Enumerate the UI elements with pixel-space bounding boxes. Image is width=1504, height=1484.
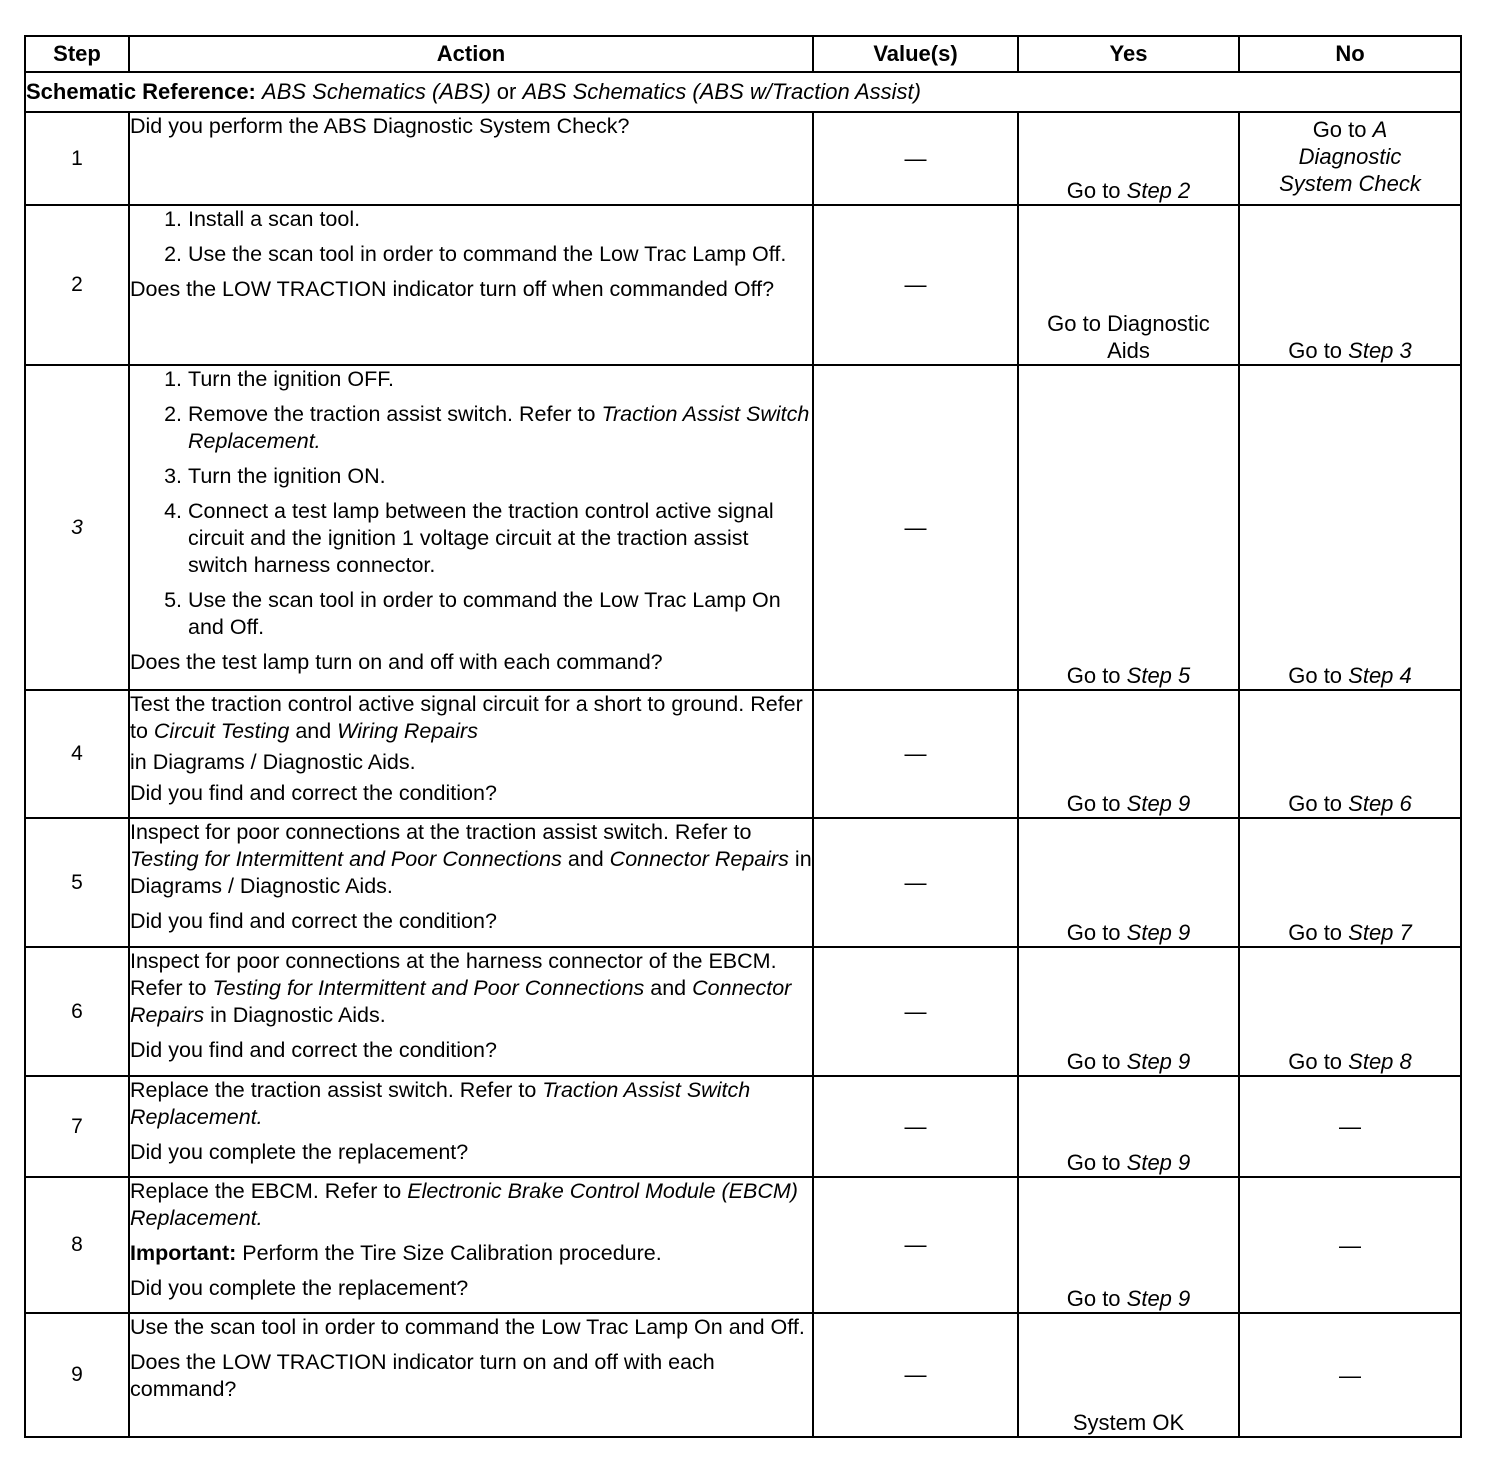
action-question: Does the test lamp turn on and off with each command?	[130, 650, 663, 674]
yes-step-link: Step 9	[1126, 1049, 1191, 1074]
no-cell: —	[1239, 1076, 1461, 1177]
action-cell	[129, 365, 813, 690]
no-cell: Go to Step 6	[1239, 690, 1461, 818]
action-cell	[129, 112, 813, 205]
action-question: Did you find and correct the condition?	[130, 781, 497, 805]
value-cell: —	[813, 1313, 1018, 1437]
yes-cell: Go to Step 9	[1018, 690, 1239, 818]
no-step-link: Step 8	[1348, 1049, 1412, 1074]
procedure-link: Testing for Intermittent and Poor Connections	[212, 976, 645, 1000]
action-question: Did you complete the replacement?	[130, 1140, 469, 1164]
action-text: Use the scan tool in order to command the Low Trac Lamp On and Off.	[130, 1315, 805, 1339]
action-cell	[129, 205, 813, 365]
yes-step-link: Step 2	[1126, 178, 1191, 203]
yes-cell: Go to Step 9	[1018, 947, 1239, 1076]
procedure-link: Testing for Intermittent and Poor Connections	[130, 847, 562, 871]
no-step-link: Step 3	[1348, 338, 1412, 363]
table-row	[25, 1076, 1461, 1177]
action-question: Did you find and correct the condition?	[130, 909, 497, 933]
step-number: 8	[25, 1177, 129, 1313]
action-cell	[129, 1313, 813, 1437]
procedure-link: Circuit Testing	[153, 719, 290, 743]
yes-cell: Go to Step 9	[1018, 818, 1239, 947]
no-step-link: Step 7	[1348, 920, 1412, 945]
action-text: Inspect for poor connections at the harness connector of the EBCM. Refer to Testing for Intermittent and Poor Connections and Connector Repairs in Diagnostic Aids.	[130, 949, 792, 1027]
action-cell	[129, 818, 813, 947]
schematic-ref-1: ABS Schematics (ABS)	[262, 79, 491, 104]
header-yes: Yes	[1018, 36, 1239, 72]
no-step-link: A Diagnostic System Check	[1279, 117, 1421, 196]
step-number: 4	[25, 690, 129, 818]
list-item: 1. Install a scan tool.	[188, 206, 812, 233]
value-cell: —	[813, 112, 1018, 205]
schematic-reference	[25, 72, 1461, 112]
value-cell: —	[813, 1177, 1018, 1313]
table-row	[25, 818, 1461, 947]
value-cell: —	[813, 947, 1018, 1076]
value-cell: —	[813, 205, 1018, 365]
header-action: Action	[129, 36, 813, 72]
yes-step-link: Step 5	[1126, 663, 1191, 688]
list-item: 1. Turn the ignition OFF.	[188, 366, 812, 393]
step-number: 2	[25, 205, 129, 365]
yes-step-link: Step 9	[1126, 920, 1191, 945]
step-number: 9	[25, 1313, 129, 1437]
action-text: Inspect for poor connections at the traction assist switch. Refer to Testing for Intermittent and Poor Connections and Connector Repairs in Diagrams / Diagnostic Aids.	[130, 820, 812, 898]
no-step-link: Step 6	[1348, 791, 1412, 816]
list-item: 5. Use the scan tool in order to command the Low Trac Lamp On and Off.	[188, 587, 812, 641]
yes-step-link: Step 9	[1126, 1286, 1191, 1311]
action-question: Does the LOW TRACTION indicator turn on and off with each command?	[130, 1350, 715, 1401]
table-row	[25, 1313, 1461, 1437]
header-row	[25, 36, 1461, 72]
table-row	[25, 947, 1461, 1076]
action-steps-list	[130, 366, 812, 641]
header-value: Value(s)	[813, 36, 1018, 72]
no-cell: Go to Step 3	[1239, 205, 1461, 365]
procedure-link: Connector Repairs	[130, 976, 792, 1027]
yes-cell: Go to Step 9	[1018, 1076, 1239, 1177]
no-cell: Go to A Diagnostic System Check	[1239, 112, 1461, 205]
yes-cell: System OK	[1018, 1313, 1239, 1437]
table-row	[25, 1177, 1461, 1313]
important-label: Important:	[130, 1241, 237, 1265]
no-step-link: Step 4	[1348, 663, 1412, 688]
step-number: 7	[25, 1076, 129, 1177]
schematic-ref-2: ABS Schematics (ABS w/Traction Assist)	[522, 79, 921, 104]
no-cell: —	[1239, 1313, 1461, 1437]
diagnostic-table	[24, 35, 1462, 1438]
table-row	[25, 205, 1461, 365]
yes-cell: Go to Diagnostic Aids	[1018, 205, 1239, 365]
list-item: 2. Remove the traction assist switch. Refer to Traction Assist Switch Replacement.	[188, 401, 812, 455]
action-question: Does the LOW TRACTION indicator turn off when commanded Off?	[130, 277, 775, 301]
procedure-link: Electronic Brake Control Module (EBCM) Replacement.	[130, 1179, 798, 1230]
no-cell: Go to Step 8	[1239, 947, 1461, 1076]
yes-cell: Go to Step 5	[1018, 365, 1239, 690]
header-no: No	[1239, 36, 1461, 72]
list-item: 4. Connect a test lamp between the traction control active signal circuit and the ignition 1 voltage circuit at the traction assist switch harness connector.	[188, 498, 812, 579]
procedure-link: Wiring Repairs	[337, 719, 478, 743]
yes-cell: Go to Step 2	[1018, 112, 1239, 205]
step-number: 3	[25, 365, 129, 690]
procedure-link: Traction Assist Switch Replacement.	[130, 1078, 751, 1129]
list-item: 3. Turn the ignition ON.	[188, 463, 812, 490]
schematic-or: or	[490, 79, 523, 104]
step-number: 1	[25, 112, 129, 205]
important-note: Important: Perform the Tire Size Calibration procedure.	[130, 1241, 662, 1265]
no-cell: Go to Step 4	[1239, 365, 1461, 690]
table-row	[25, 112, 1461, 205]
procedure-link: Connector Repairs	[609, 847, 789, 871]
action-text: Test the traction control active signal circuit for a short to ground. Refer to Circuit Testing and Wiring Repairs	[130, 692, 803, 743]
header-step: Step	[25, 36, 129, 72]
action-question: Did you perform the ABS Diagnostic System Check?	[130, 114, 630, 138]
action-text: in Diagrams / Diagnostic Aids.	[130, 750, 416, 774]
yes-step-link: Step 9	[1126, 791, 1191, 816]
no-cell: —	[1239, 1177, 1461, 1313]
step-number: 5	[25, 818, 129, 947]
action-cell	[129, 1076, 813, 1177]
list-item: 2. Use the scan tool in order to command the Low Trac Lamp Off.	[188, 241, 812, 268]
action-text: Replace the traction assist switch. Refer to Traction Assist Switch Replacement.	[130, 1078, 751, 1129]
no-cell: Go to Step 7	[1239, 818, 1461, 947]
table-row	[25, 365, 1461, 690]
table-row	[25, 690, 1461, 818]
action-cell	[129, 947, 813, 1076]
action-question: Did you complete the replacement?	[130, 1276, 469, 1300]
yes-step-link: Step 9	[1126, 1150, 1191, 1175]
action-steps-list	[130, 206, 812, 268]
action-text: Replace the EBCM. Refer to Electronic Brake Control Module (EBCM) Replacement.	[130, 1179, 798, 1230]
action-question: Did you find and correct the condition?	[130, 1038, 497, 1062]
yes-cell: Go to Step 9	[1018, 1177, 1239, 1313]
procedure-link: Traction Assist Switch Replacement.	[188, 402, 810, 453]
action-cell	[129, 1177, 813, 1313]
schematic-row	[25, 72, 1461, 112]
value-cell: —	[813, 1076, 1018, 1177]
value-cell: —	[813, 365, 1018, 690]
value-cell: —	[813, 690, 1018, 818]
value-cell: —	[813, 818, 1018, 947]
action-cell	[129, 690, 813, 818]
schematic-label: Schematic Reference:	[26, 79, 256, 104]
step-number: 6	[25, 947, 129, 1076]
